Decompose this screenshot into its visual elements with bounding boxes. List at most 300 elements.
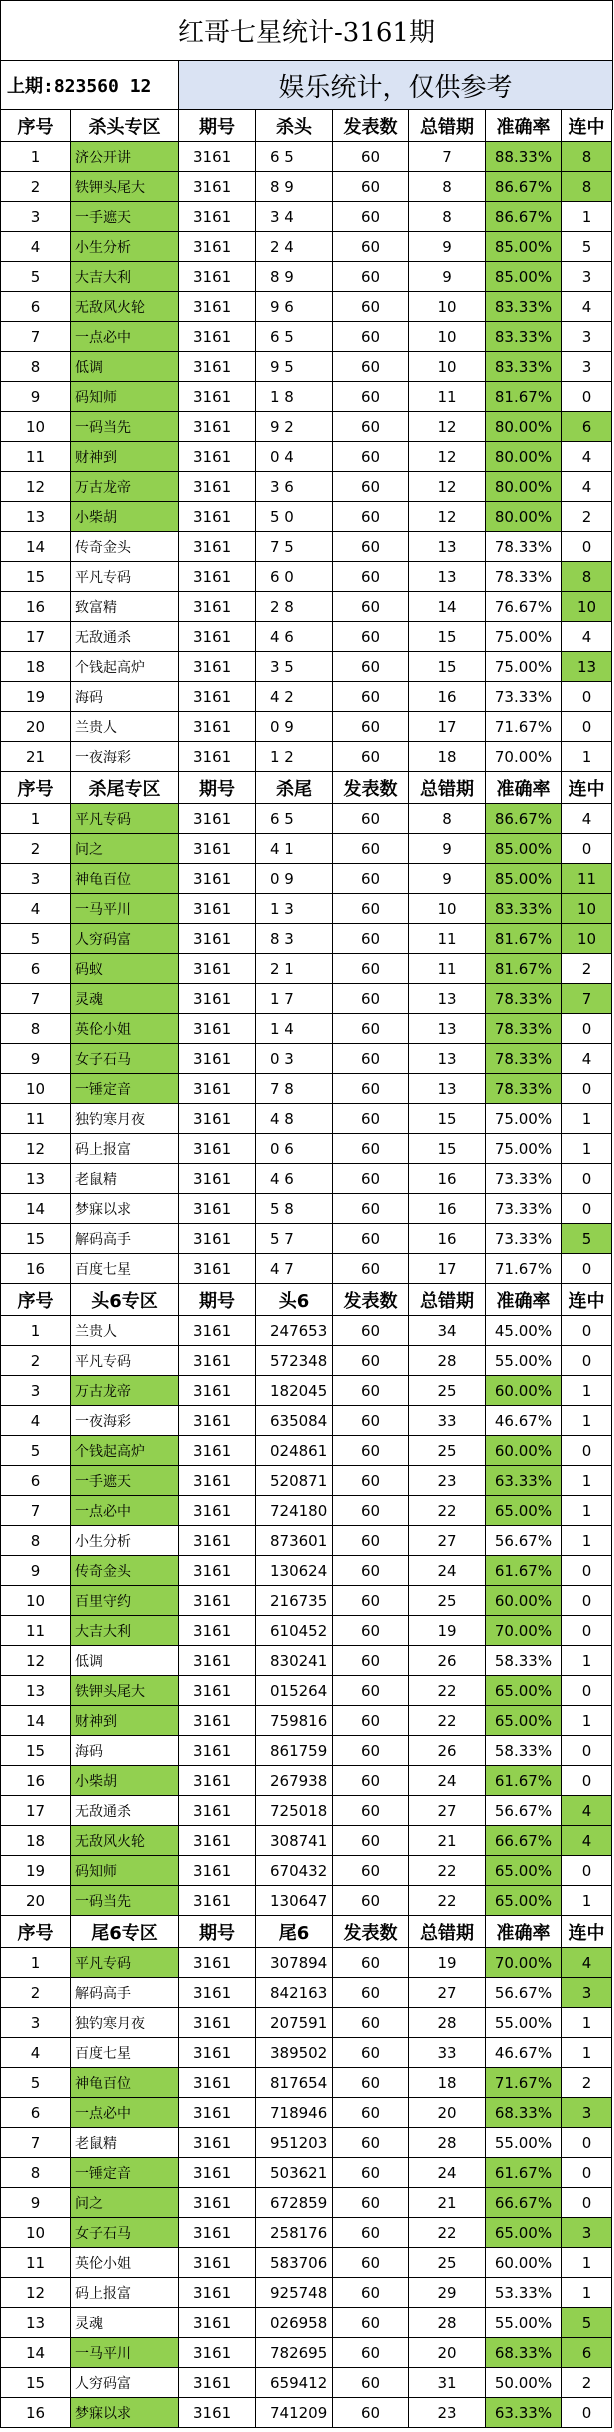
cell-error-count: 22 [409, 1856, 486, 1886]
cell-accuracy: 83.33% [486, 352, 562, 382]
disclaimer-note: 娱乐统计，仅供参考 [179, 61, 613, 109]
cell-seq: 20 [1, 1886, 71, 1916]
cell-error-count: 25 [409, 1376, 486, 1406]
table-row [1, 352, 613, 382]
table-row [1, 682, 613, 712]
cell-accuracy: 85.00% [486, 834, 562, 864]
cell-accuracy: 60.00% [486, 1436, 562, 1466]
cell-error-count: 26 [409, 1646, 486, 1676]
cell-prediction: 5 0 [256, 502, 333, 532]
cell-prediction: 9 2 [256, 412, 333, 442]
cell-post-count: 60 [333, 864, 409, 894]
cell-streak: 0 [562, 1556, 612, 1586]
cell-prediction: 0 9 [256, 712, 333, 742]
last-period-result: 上期:823560 12 [1, 61, 179, 109]
cell-accuracy: 60.00% [486, 1376, 562, 1406]
cell-period: 3161 [179, 352, 256, 382]
header-expert-name: 杀尾专区 [71, 772, 179, 804]
cell-seq: 1 [1, 804, 71, 834]
header-seq: 序号 [1, 1284, 71, 1316]
cell-accuracy: 86.67% [486, 172, 562, 202]
cell-period: 3161 [179, 682, 256, 712]
cell-seq: 14 [1, 2338, 71, 2368]
cell-error-count: 22 [409, 2218, 486, 2248]
header-accuracy: 准确率 [486, 1916, 562, 1948]
cell-expert-name: 一锤定音 [71, 2158, 179, 2188]
cell-streak: 3 [562, 1978, 612, 2008]
cell-post-count: 60 [333, 834, 409, 864]
cell-prediction: 026958 [256, 2308, 333, 2338]
cell-prediction: 817654 [256, 2068, 333, 2098]
cell-expert-name: 一夜海彩 [71, 1406, 179, 1436]
cell-streak: 1 [562, 1376, 612, 1406]
table-row [1, 1194, 613, 1224]
cell-seq: 2 [1, 1978, 71, 2008]
cell-post-count: 60 [333, 1948, 409, 1978]
cell-expert-name: 小柴胡 [71, 502, 179, 532]
cell-accuracy: 76.67% [486, 592, 562, 622]
table-row [1, 502, 613, 532]
cell-seq: 14 [1, 532, 71, 562]
cell-error-count: 24 [409, 1556, 486, 1586]
cell-streak: 0 [562, 712, 612, 742]
table-row [1, 472, 613, 502]
cell-accuracy: 78.33% [486, 1074, 562, 1104]
cell-post-count: 60 [333, 1376, 409, 1406]
cell-period: 3161 [179, 472, 256, 502]
cell-prediction: 7 8 [256, 1074, 333, 1104]
cell-expert-name: 一手遮天 [71, 202, 179, 232]
table-row [1, 1676, 613, 1706]
cell-accuracy: 63.33% [486, 2398, 562, 2428]
cell-prediction: 6 5 [256, 142, 333, 172]
cell-period: 3161 [179, 1044, 256, 1074]
cell-prediction: 207591 [256, 2008, 333, 2038]
cell-post-count: 60 [333, 1014, 409, 1044]
header-expert-name: 杀头专区 [71, 110, 179, 142]
cell-prediction: 8 9 [256, 262, 333, 292]
header-error-count: 总错期 [409, 1284, 486, 1316]
cell-period: 3161 [179, 804, 256, 834]
cell-period: 3161 [179, 712, 256, 742]
cell-streak: 3 [562, 2098, 612, 2128]
cell-expert-name: 无敌通杀 [71, 1796, 179, 1826]
header-post-count: 发表数 [333, 1284, 409, 1316]
cell-error-count: 13 [409, 1074, 486, 1104]
cell-expert-name: 神龟百位 [71, 864, 179, 894]
cell-error-count: 20 [409, 2338, 486, 2368]
cell-period: 3161 [179, 2098, 256, 2128]
table-row [1, 742, 613, 772]
cell-streak: 0 [562, 1856, 612, 1886]
cell-period: 3161 [179, 532, 256, 562]
cell-period: 3161 [179, 1406, 256, 1436]
cell-seq: 12 [1, 1646, 71, 1676]
cell-error-count: 14 [409, 592, 486, 622]
cell-expert-name: 小生分析 [71, 232, 179, 262]
cell-streak: 1 [562, 1406, 612, 1436]
cell-streak: 4 [562, 472, 612, 502]
cell-period: 3161 [179, 1376, 256, 1406]
table-row [1, 712, 613, 742]
cell-accuracy: 65.00% [486, 1706, 562, 1736]
cell-streak: 11 [562, 864, 612, 894]
cell-period: 3161 [179, 562, 256, 592]
table-row [1, 1886, 613, 1916]
cell-error-count: 13 [409, 1044, 486, 1074]
cell-post-count: 60 [333, 1496, 409, 1526]
cell-prediction: 9 6 [256, 292, 333, 322]
cell-seq: 13 [1, 502, 71, 532]
cell-error-count: 15 [409, 1134, 486, 1164]
cell-prediction: 1 7 [256, 984, 333, 1014]
cell-post-count: 60 [333, 1254, 409, 1284]
cell-period: 3161 [179, 1676, 256, 1706]
cell-period: 3161 [179, 1796, 256, 1826]
cell-error-count: 20 [409, 2098, 486, 2128]
cell-seq: 3 [1, 864, 71, 894]
cell-seq: 11 [1, 2248, 71, 2278]
cell-expert-name: 低调 [71, 352, 179, 382]
cell-error-count: 13 [409, 984, 486, 1014]
cell-streak: 8 [562, 172, 612, 202]
cell-period: 3161 [179, 1586, 256, 1616]
cell-accuracy: 45.00% [486, 1316, 562, 1346]
cell-error-count: 7 [409, 142, 486, 172]
header-error-count: 总错期 [409, 110, 486, 142]
cell-expert-name: 老鼠精 [71, 1164, 179, 1194]
cell-error-count: 25 [409, 1436, 486, 1466]
cell-accuracy: 73.33% [486, 682, 562, 712]
cell-streak: 0 [562, 1074, 612, 1104]
cell-period: 3161 [179, 1706, 256, 1736]
cell-seq: 4 [1, 894, 71, 924]
table-row [1, 622, 613, 652]
cell-expert-name: 一手遮天 [71, 1466, 179, 1496]
cell-post-count: 60 [333, 562, 409, 592]
table-row [1, 1526, 613, 1556]
cell-streak: 0 [562, 1676, 612, 1706]
table-row [1, 864, 613, 894]
table-row [1, 2278, 613, 2308]
header-expert-name: 头6专区 [71, 1284, 179, 1316]
cell-post-count: 60 [333, 2398, 409, 2428]
cell-accuracy: 83.33% [486, 322, 562, 352]
cell-post-count: 60 [333, 2188, 409, 2218]
table-row [1, 1616, 613, 1646]
cell-period: 3161 [179, 2218, 256, 2248]
cell-period: 3161 [179, 292, 256, 322]
cell-period: 3161 [179, 984, 256, 1014]
cell-accuracy: 80.00% [486, 442, 562, 472]
cell-seq: 1 [1, 1948, 71, 1978]
table-row [1, 412, 613, 442]
cell-period: 3161 [179, 1826, 256, 1856]
cell-expert-name: 英伦小姐 [71, 2248, 179, 2278]
cell-error-count: 23 [409, 2398, 486, 2428]
cell-accuracy: 65.00% [486, 1856, 562, 1886]
cell-streak: 8 [562, 562, 612, 592]
header-error-count: 总错期 [409, 1916, 486, 1948]
cell-expert-name: 百里守约 [71, 1586, 179, 1616]
cell-seq: 16 [1, 1766, 71, 1796]
table-row [1, 1074, 613, 1104]
cell-error-count: 9 [409, 262, 486, 292]
cell-seq: 9 [1, 2188, 71, 2218]
cell-streak: 0 [562, 382, 612, 412]
header-error-count: 总错期 [409, 772, 486, 804]
cell-error-count: 26 [409, 1736, 486, 1766]
cell-post-count: 60 [333, 1796, 409, 1826]
table-row [1, 232, 613, 262]
table-row [1, 1978, 613, 2008]
table-row [1, 1346, 613, 1376]
cell-period: 3161 [179, 2158, 256, 2188]
cell-prediction: 308741 [256, 1826, 333, 1856]
cell-seq: 21 [1, 742, 71, 772]
cell-period: 3161 [179, 1978, 256, 2008]
cell-streak: 1 [562, 1526, 612, 1556]
cell-accuracy: 73.33% [486, 1194, 562, 1224]
cell-streak: 0 [562, 1254, 612, 1284]
cell-prediction: 724180 [256, 1496, 333, 1526]
cell-seq: 4 [1, 232, 71, 262]
cell-error-count: 28 [409, 2308, 486, 2338]
cell-post-count: 60 [333, 2038, 409, 2068]
cell-post-count: 60 [333, 894, 409, 924]
cell-expert-name: 个钱起高炉 [71, 1436, 179, 1466]
cell-post-count: 60 [333, 1316, 409, 1346]
table-row [1, 984, 613, 1014]
cell-post-count: 60 [333, 2128, 409, 2158]
cell-post-count: 60 [333, 2368, 409, 2398]
cell-post-count: 60 [333, 502, 409, 532]
cell-accuracy: 71.67% [486, 1254, 562, 1284]
cell-seq: 10 [1, 1074, 71, 1104]
table-row [1, 1556, 613, 1586]
cell-prediction: 670432 [256, 1856, 333, 1886]
cell-prediction: 4 1 [256, 834, 333, 864]
cell-post-count: 60 [333, 2338, 409, 2368]
table-row [1, 1496, 613, 1526]
cell-error-count: 18 [409, 2068, 486, 2098]
table-row [1, 1466, 613, 1496]
cell-expert-name: 传奇金头 [71, 532, 179, 562]
cell-prediction: 0 4 [256, 442, 333, 472]
table-row [1, 652, 613, 682]
cell-period: 3161 [179, 2248, 256, 2278]
table-row [1, 1586, 613, 1616]
table-row [1, 562, 613, 592]
cell-post-count: 60 [333, 2308, 409, 2338]
cell-expert-name: 致富精 [71, 592, 179, 622]
table-header-row [1, 1284, 613, 1316]
cell-prediction: 6 5 [256, 322, 333, 352]
cell-seq: 4 [1, 2038, 71, 2068]
cell-accuracy: 66.67% [486, 1826, 562, 1856]
cell-seq: 9 [1, 1556, 71, 1586]
cell-error-count: 8 [409, 172, 486, 202]
cell-accuracy: 73.33% [486, 1164, 562, 1194]
table-row [1, 592, 613, 622]
cell-expert-name: 兰贵人 [71, 712, 179, 742]
cell-streak: 1 [562, 1104, 612, 1134]
cell-expert-name: 铁钾头尾大 [71, 1676, 179, 1706]
cell-post-count: 60 [333, 1134, 409, 1164]
cell-seq: 6 [1, 2098, 71, 2128]
cell-prediction: 861759 [256, 1736, 333, 1766]
header-period: 期号 [179, 772, 256, 804]
cell-streak: 0 [562, 1616, 612, 1646]
cell-accuracy: 60.00% [486, 1586, 562, 1616]
cell-error-count: 9 [409, 232, 486, 262]
table-row [1, 1766, 613, 1796]
cell-period: 3161 [179, 2038, 256, 2068]
cell-error-count: 31 [409, 2368, 486, 2398]
table-row [1, 804, 613, 834]
cell-streak: 6 [562, 2338, 612, 2368]
cell-period: 3161 [179, 1736, 256, 1766]
cell-streak: 4 [562, 1948, 612, 1978]
cell-streak: 3 [562, 2218, 612, 2248]
cell-seq: 13 [1, 2308, 71, 2338]
cell-streak: 10 [562, 592, 612, 622]
cell-expert-name: 海码 [71, 1736, 179, 1766]
table-row [1, 1316, 613, 1346]
cell-prediction: 583706 [256, 2248, 333, 2278]
cell-period: 3161 [179, 202, 256, 232]
cell-expert-name: 万古龙帝 [71, 472, 179, 502]
cell-seq: 5 [1, 2068, 71, 2098]
cell-seq: 10 [1, 1586, 71, 1616]
table-row [1, 1164, 613, 1194]
cell-seq: 12 [1, 1134, 71, 1164]
cell-prediction: 9 5 [256, 352, 333, 382]
cell-seq: 16 [1, 1254, 71, 1284]
cell-prediction: 247653 [256, 1316, 333, 1346]
cell-period: 3161 [179, 742, 256, 772]
cell-accuracy: 75.00% [486, 1134, 562, 1164]
cell-seq: 15 [1, 2368, 71, 2398]
cell-prediction: 5 8 [256, 1194, 333, 1224]
cell-post-count: 60 [333, 1044, 409, 1074]
table-row [1, 2158, 613, 2188]
header-period: 期号 [179, 1284, 256, 1316]
header-prediction: 杀尾 [256, 772, 333, 804]
cell-period: 3161 [179, 442, 256, 472]
cell-streak: 3 [562, 262, 612, 292]
table-section [1, 1284, 613, 1916]
table-row [1, 322, 613, 352]
cell-prediction: 258176 [256, 2218, 333, 2248]
cell-expert-name: 百度七星 [71, 2038, 179, 2068]
cell-post-count: 60 [333, 2008, 409, 2038]
table-row [1, 442, 613, 472]
cell-period: 3161 [179, 232, 256, 262]
cell-error-count: 21 [409, 2188, 486, 2218]
cell-period: 3161 [179, 412, 256, 442]
cell-prediction: 6 0 [256, 562, 333, 592]
cell-error-count: 17 [409, 712, 486, 742]
cell-error-count: 11 [409, 954, 486, 984]
cell-error-count: 9 [409, 864, 486, 894]
cell-prediction: 635084 [256, 1406, 333, 1436]
cell-period: 3161 [179, 2278, 256, 2308]
table-row [1, 1646, 613, 1676]
cell-streak: 0 [562, 1436, 612, 1466]
cell-seq: 4 [1, 1406, 71, 1436]
table-row [1, 2218, 613, 2248]
cell-period: 3161 [179, 1556, 256, 1586]
cell-post-count: 60 [333, 1526, 409, 1556]
cell-post-count: 60 [333, 2248, 409, 2278]
cell-error-count: 12 [409, 412, 486, 442]
cell-period: 3161 [179, 142, 256, 172]
info-row [1, 61, 613, 110]
cell-error-count: 12 [409, 472, 486, 502]
cell-prediction: 0 3 [256, 1044, 333, 1074]
cell-error-count: 28 [409, 2008, 486, 2038]
cell-prediction: 216735 [256, 1586, 333, 1616]
cell-prediction: 4 6 [256, 1164, 333, 1194]
cell-streak: 0 [562, 2128, 612, 2158]
cell-error-count: 13 [409, 1014, 486, 1044]
table-row [1, 142, 613, 172]
cell-accuracy: 65.00% [486, 1676, 562, 1706]
cell-expert-name: 传奇金头 [71, 1556, 179, 1586]
cell-streak: 4 [562, 1044, 612, 1074]
header-accuracy: 准确率 [486, 1284, 562, 1316]
cell-error-count: 24 [409, 1766, 486, 1796]
cell-period: 3161 [179, 2308, 256, 2338]
table-row [1, 172, 613, 202]
cell-seq: 2 [1, 1346, 71, 1376]
cell-post-count: 60 [333, 262, 409, 292]
cell-streak: 4 [562, 442, 612, 472]
cell-accuracy: 70.00% [486, 1616, 562, 1646]
cell-expert-name: 小生分析 [71, 1526, 179, 1556]
cell-prediction: 2 4 [256, 232, 333, 262]
cell-period: 3161 [179, 382, 256, 412]
cell-streak: 2 [562, 954, 612, 984]
cell-expert-name: 一马平川 [71, 894, 179, 924]
cell-streak: 0 [562, 834, 612, 864]
cell-error-count: 21 [409, 1826, 486, 1856]
cell-period: 3161 [179, 1224, 256, 1254]
cell-streak: 5 [562, 2308, 612, 2338]
cell-streak: 1 [562, 2248, 612, 2278]
cell-accuracy: 70.00% [486, 742, 562, 772]
table-row [1, 924, 613, 954]
cell-period: 3161 [179, 924, 256, 954]
cell-accuracy: 86.67% [486, 804, 562, 834]
header-seq: 序号 [1, 772, 71, 804]
cell-prediction: 389502 [256, 2038, 333, 2068]
cell-expert-name: 一码当先 [71, 1886, 179, 1916]
cell-error-count: 16 [409, 682, 486, 712]
cell-post-count: 60 [333, 1736, 409, 1766]
cell-streak: 2 [562, 2068, 612, 2098]
cell-period: 3161 [179, 1346, 256, 1376]
table-row [1, 2068, 613, 2098]
cell-seq: 16 [1, 2398, 71, 2428]
cell-accuracy: 65.00% [486, 1496, 562, 1526]
cell-seq: 5 [1, 924, 71, 954]
cell-error-count: 22 [409, 1886, 486, 1916]
cell-streak: 1 [562, 2008, 612, 2038]
cell-error-count: 16 [409, 1194, 486, 1224]
cell-expert-name: 大吉大利 [71, 262, 179, 292]
